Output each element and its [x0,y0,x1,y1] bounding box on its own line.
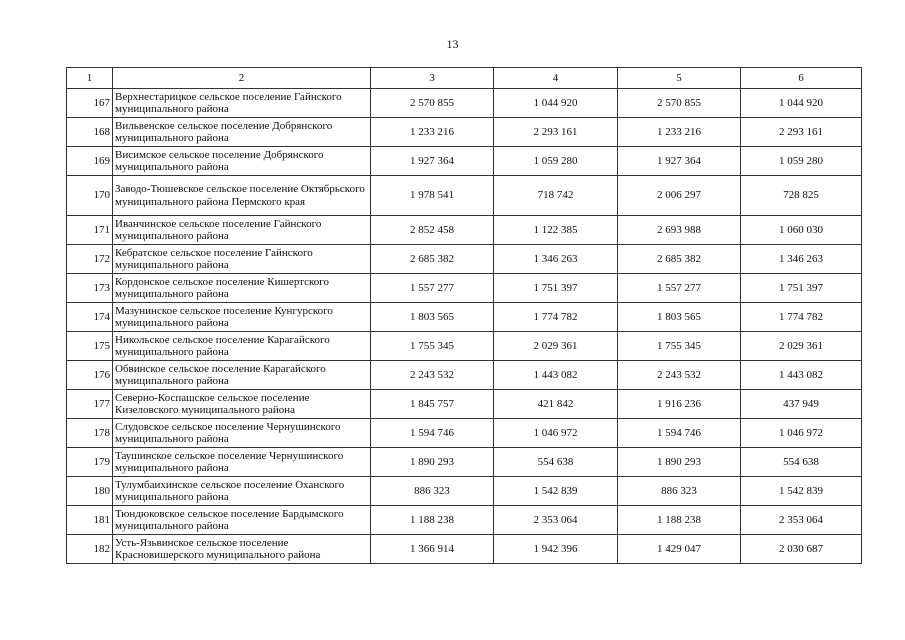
table-row [67,176,862,216]
settlement-name: Мазунинское сельское поселение Кунгурского муниципального района [113,303,371,332]
header-col-1: 1 [67,68,113,89]
value-col-5: 1 755 345 [618,332,741,361]
page-number: 13 [446,37,459,51]
settlement-name: Никольское сельское поселение Карагайского муниципального района [113,332,371,361]
value-col-6: 1 443 082 [741,361,862,390]
value-col-6: 2 353 064 [741,506,862,535]
row-number: 182 [67,535,113,564]
settlement-name: Кордонское сельское поселение Кишертского муниципального района [113,274,371,303]
value-col-4: 1 542 839 [494,477,618,506]
row-number: 172 [67,245,113,274]
budget-table [66,67,862,564]
settlement-name: Тюндюковское сельское поселение Бардымского муниципального района [113,506,371,535]
value-col-3: 1 755 345 [371,332,494,361]
settlement-name: Висимское сельское поселение Добрянского муниципального района [113,147,371,176]
settlement-name: Кебратское сельское поселение Гайнского муниципального района [113,245,371,274]
row-number: 180 [67,477,113,506]
value-col-5: 2 685 382 [618,245,741,274]
value-col-6: 1 774 782 [741,303,862,332]
value-col-4: 1 774 782 [494,303,618,332]
row-number: 176 [67,361,113,390]
table-row [67,332,862,361]
settlement-name: Вильвенское сельское поселение Добрянского муниципального района [113,118,371,147]
value-col-4: 2 293 161 [494,118,618,147]
value-col-6: 728 825 [741,176,862,216]
value-col-5: 1 927 364 [618,147,741,176]
settlement-name: Усть-Язьвинское сельское поселение Красновишерского муниципального района [113,535,371,564]
settlement-name: Обвинское сельское поселение Карагайского муниципального района [113,361,371,390]
header-col-4: 4 [494,68,618,89]
value-col-3: 2 685 382 [371,245,494,274]
table-row [67,535,862,564]
row-number: 179 [67,448,113,477]
header-col-3: 3 [371,68,494,89]
value-col-5: 1 557 277 [618,274,741,303]
value-col-5: 1 916 236 [618,390,741,419]
value-col-3: 1 188 238 [371,506,494,535]
table-row [67,448,862,477]
value-col-3: 1 366 914 [371,535,494,564]
table-row [67,506,862,535]
value-col-5: 1 890 293 [618,448,741,477]
value-col-3: 1 803 565 [371,303,494,332]
value-col-6: 1 046 972 [741,419,862,448]
value-col-4: 1 443 082 [494,361,618,390]
value-col-4: 1 751 397 [494,274,618,303]
table-row [67,390,862,419]
value-col-5: 2 243 532 [618,361,741,390]
value-col-4: 1 059 280 [494,147,618,176]
row-number: 170 [67,176,113,216]
row-number: 168 [67,118,113,147]
value-col-5: 886 323 [618,477,741,506]
value-col-4: 1 044 920 [494,89,618,118]
row-number: 167 [67,89,113,118]
settlement-name: Иванчинское сельское поселение Гайнского муниципального района [113,216,371,245]
value-col-6: 554 638 [741,448,862,477]
value-col-6: 1 751 397 [741,274,862,303]
value-col-5: 1 594 746 [618,419,741,448]
value-col-3: 1 927 364 [371,147,494,176]
table-row [67,245,862,274]
value-col-3: 1 557 277 [371,274,494,303]
value-col-3: 2 243 532 [371,361,494,390]
value-col-4: 2 353 064 [494,506,618,535]
row-number: 171 [67,216,113,245]
table-row [67,147,862,176]
value-col-5: 1 233 216 [618,118,741,147]
table-row [67,361,862,390]
value-col-3: 886 323 [371,477,494,506]
settlement-name: Тулумбаихинское сельское поселение Оханского муниципального района [113,477,371,506]
value-col-5: 2 693 988 [618,216,741,245]
value-col-6: 1 542 839 [741,477,862,506]
value-col-5: 2 006 297 [618,176,741,216]
settlement-name: Таушинское сельское поселение Чернушинского муниципального района [113,448,371,477]
value-col-6: 1 346 263 [741,245,862,274]
value-col-3: 1 978 541 [371,176,494,216]
value-col-6: 2 030 687 [741,535,862,564]
value-col-4: 1 122 385 [494,216,618,245]
table-row [67,216,862,245]
value-col-4: 421 842 [494,390,618,419]
value-col-4: 2 029 361 [494,332,618,361]
row-number: 181 [67,506,113,535]
table-row [67,89,862,118]
value-col-6: 2 293 161 [741,118,862,147]
value-col-4: 1 942 396 [494,535,618,564]
table-row [67,419,862,448]
table-row [67,303,862,332]
header-col-2: 2 [113,68,371,89]
value-col-4: 1 046 972 [494,419,618,448]
settlement-name: Слудовское сельское поселение Чернушинского муниципального района [113,419,371,448]
value-col-4: 1 346 263 [494,245,618,274]
value-col-5: 1 429 047 [618,535,741,564]
value-col-3: 2 852 458 [371,216,494,245]
value-col-3: 2 570 855 [371,89,494,118]
value-col-6: 2 029 361 [741,332,862,361]
settlement-name: Верхнестарицкое сельское поселение Гайнского муниципального района [113,89,371,118]
header-row [67,68,862,89]
row-number: 175 [67,332,113,361]
value-col-5: 1 803 565 [618,303,741,332]
value-col-6: 1 060 030 [741,216,862,245]
value-col-3: 1 233 216 [371,118,494,147]
table-body [67,89,862,564]
value-col-5: 2 570 855 [618,89,741,118]
value-col-4: 554 638 [494,448,618,477]
row-number: 174 [67,303,113,332]
value-col-3: 1 594 746 [371,419,494,448]
header-col-5: 5 [618,68,741,89]
row-number: 177 [67,390,113,419]
table-header [67,68,862,89]
value-col-4: 718 742 [494,176,618,216]
value-col-6: 1 059 280 [741,147,862,176]
settlement-name: Северно-Коспашское сельское поселение Кизеловского муниципального района [113,390,371,419]
value-col-3: 1 890 293 [371,448,494,477]
table-row [67,274,862,303]
value-col-6: 437 949 [741,390,862,419]
settlement-name: Заводо-Тюшевское сельское поселение Октябрьского муниципального района Пермского края [113,176,371,216]
header-col-6: 6 [741,68,862,89]
value-col-5: 1 188 238 [618,506,741,535]
table-row [67,477,862,506]
value-col-3: 1 845 757 [371,390,494,419]
row-number: 169 [67,147,113,176]
row-number: 178 [67,419,113,448]
table-row [67,118,862,147]
value-col-6: 1 044 920 [741,89,862,118]
row-number: 173 [67,274,113,303]
